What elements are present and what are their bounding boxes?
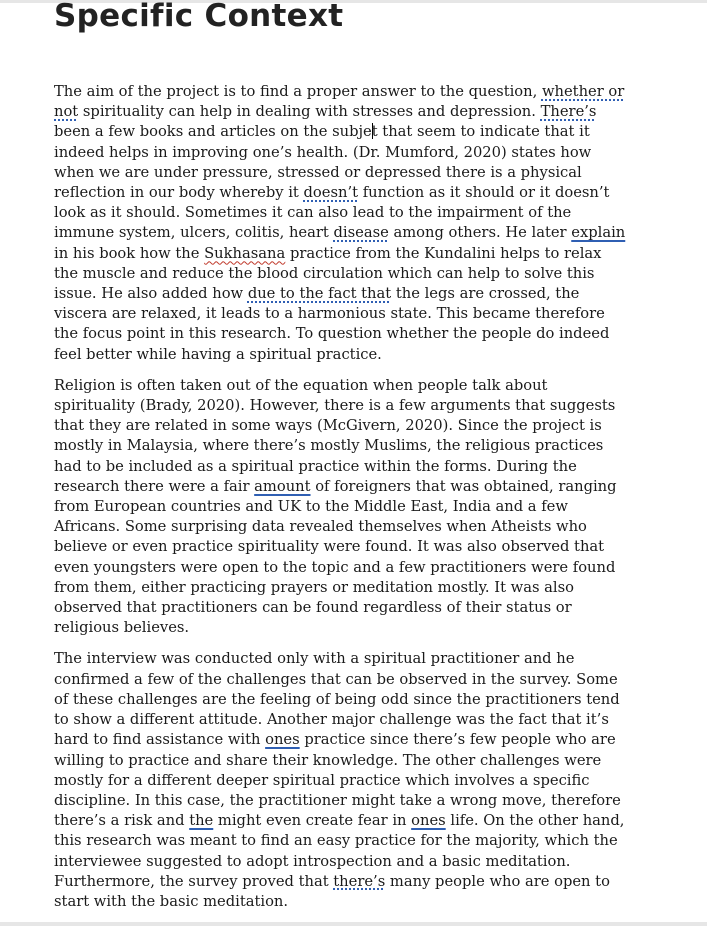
style-suggestion[interactable]: ones xyxy=(265,731,300,749)
text-line xyxy=(54,811,657,831)
text-run: mostly for a different deeper spiritual practice which involves a specific xyxy=(54,771,590,789)
text-run: practice since there’s few people who are xyxy=(299,731,616,749)
text-line xyxy=(54,791,657,811)
spelling-error[interactable]: Sukhasana xyxy=(204,244,286,262)
text-line xyxy=(54,396,657,416)
text-run: to show a different attitude. Another major challenge was the fact that it’s xyxy=(54,711,609,729)
text-run: indeed helps in improving one’s health. (Dr. Mumford, 2020) states how xyxy=(54,143,592,161)
text-run: function as it should or it doesn’t xyxy=(358,184,610,202)
text-run: spirituality can help in dealing with stresses and depression. xyxy=(78,103,541,121)
text-run: religious believes. xyxy=(54,619,190,637)
text-line xyxy=(54,497,657,517)
page-bottom-edge xyxy=(0,922,707,926)
grammar-suggestion[interactable]: not xyxy=(54,103,79,121)
text-line xyxy=(54,618,657,638)
text-run: the muscle and reduce the blood circulation which can help to solve this xyxy=(54,264,595,282)
text-run: of foreigners that was obtained, ranging xyxy=(310,477,617,495)
text-line xyxy=(54,537,657,557)
text-line xyxy=(54,143,657,163)
text-line xyxy=(54,690,657,710)
text-run: interviewee suggested to adopt introspection and a basic meditation. xyxy=(54,852,571,870)
grammar-suggestion[interactable]: disease xyxy=(333,224,389,242)
text-line xyxy=(54,376,657,396)
text-run: the focus point in this research. To question whether the people do indeed xyxy=(54,325,610,343)
text-run: life. On the other hand, xyxy=(445,812,625,830)
text-line xyxy=(54,852,657,872)
section-heading: Specific Context xyxy=(54,0,344,34)
text-line xyxy=(54,416,657,436)
text-line xyxy=(54,122,657,142)
text-line xyxy=(54,598,657,618)
text-run: issue. He also added how xyxy=(54,285,248,303)
text-run: might even create fear in xyxy=(213,812,412,830)
text-run: The interview was conducted only with a spiritual practitioner and he xyxy=(54,650,575,668)
text-line xyxy=(54,304,657,324)
text-run: this research was meant to find an easy practice for the majority, which the xyxy=(54,832,618,850)
text-line xyxy=(54,670,657,690)
text-line xyxy=(54,892,657,912)
grammar-suggestion[interactable]: due to the fact that xyxy=(247,285,392,303)
text-line xyxy=(54,649,657,669)
text-run: observed that practitioners can be found regardless of their status or xyxy=(54,599,572,617)
document-body[interactable] xyxy=(54,82,657,923)
text-line xyxy=(54,578,657,598)
text-line xyxy=(54,264,657,284)
text-run: immune system, ulcers, colitis, heart xyxy=(54,224,334,242)
text-run: look as it should. Sometimes it can also lead to the impairment of the xyxy=(54,204,572,222)
grammar-suggestion[interactable]: doesn’t xyxy=(303,184,359,202)
text-run: of these challenges are the feeling of being odd since the practitioners tend xyxy=(54,690,620,708)
text-line xyxy=(54,163,657,183)
text-line xyxy=(54,345,657,365)
text-run: feel better while having a spiritual practice. xyxy=(54,345,382,363)
text-run: hard to find assistance with xyxy=(54,731,266,749)
text-run: Furthermore, the survey proved that xyxy=(54,872,334,890)
text-line xyxy=(54,82,657,102)
text-run: confirmed a few of the challenges that can be observed in the survey. Some xyxy=(54,670,618,688)
text-line xyxy=(54,436,657,456)
text-line xyxy=(54,203,657,223)
text-run: that they are related in some ways (McGivern, 2020). Since the project is xyxy=(54,417,602,435)
text-run: from them, either practicing prayers or meditation mostly. It was also xyxy=(54,578,575,596)
grammar-suggestion[interactable]: There’s xyxy=(540,103,597,121)
text-line xyxy=(54,457,657,477)
style-suggestion[interactable]: explain xyxy=(571,224,626,242)
grammar-suggestion[interactable]: whether or xyxy=(541,83,625,100)
text-run: there’s a risk and xyxy=(54,812,190,830)
style-suggestion[interactable]: ones xyxy=(411,812,446,830)
text-run: reflection in our body whereby it xyxy=(54,184,304,202)
text-line xyxy=(54,751,657,771)
paragraph-3[interactable] xyxy=(54,649,657,912)
text-line xyxy=(54,517,657,537)
text-run: from European countries and UK to the Middle East, India and a few xyxy=(54,498,568,516)
style-suggestion[interactable]: amount xyxy=(254,477,311,495)
text-line xyxy=(54,558,657,578)
text-line xyxy=(54,102,657,122)
text-run: the legs are crossed, the xyxy=(391,285,580,303)
text-run: believe or even practice spirituality were found. It was also observed that xyxy=(54,538,605,556)
text-run: been a few books and articles on the subje xyxy=(54,123,372,141)
text-line xyxy=(54,223,657,243)
text-run: willing to practice and share their knowledge. The other challenges were xyxy=(54,751,602,769)
style-suggestion[interactable]: the xyxy=(189,812,214,830)
text-run: mostly in Malaysia, where there’s mostly Muslims, the religious practices xyxy=(54,437,604,455)
text-run: Religion is often taken out of the equation when people talk about xyxy=(54,376,548,394)
text-line xyxy=(54,872,657,892)
text-run: among others. He later xyxy=(388,224,572,242)
text-run: The aim of the project is to find a proper answer to the question, xyxy=(54,83,542,100)
text-run: research there were a fair xyxy=(54,477,255,495)
text-run: had to be included as a spiritual practice within the forms. During the xyxy=(54,457,577,475)
text-line xyxy=(54,771,657,791)
text-run: Africans. Some surprising data revealed themselves when Atheists who xyxy=(54,518,587,536)
text-line xyxy=(54,284,657,304)
text-line xyxy=(54,324,657,344)
text-run: spirituality (Brady, 2020). However, there is a few arguments that suggests xyxy=(54,397,616,415)
text-line xyxy=(54,710,657,730)
text-run: start with the basic meditation. xyxy=(54,892,289,910)
text-run: many people who are open to xyxy=(385,872,610,890)
paragraph-1[interactable] xyxy=(54,82,657,365)
text-run: t that seem to indicate that it xyxy=(371,123,590,141)
text-line xyxy=(54,831,657,851)
text-run: discipline. In this case, the practitioner might take a wrong move, therefore xyxy=(54,791,621,809)
text-run: practice from the Kundalini helps to relax xyxy=(285,244,602,262)
text-line xyxy=(54,183,657,203)
text-run: when we are under pressure, stressed or depressed there is a physical xyxy=(54,163,582,181)
paragraph-2[interactable] xyxy=(54,376,657,639)
grammar-suggestion[interactable]: there’s xyxy=(333,872,386,890)
text-run: viscera are relaxed, it leads to a harmonious state. This became therefore xyxy=(54,305,605,323)
text-line xyxy=(54,730,657,750)
text-line xyxy=(54,477,657,497)
text-line xyxy=(54,244,657,264)
text-run: in his book how the xyxy=(54,244,205,262)
text-run: even youngsters were open to the topic and a few practitioners were found xyxy=(54,558,616,576)
